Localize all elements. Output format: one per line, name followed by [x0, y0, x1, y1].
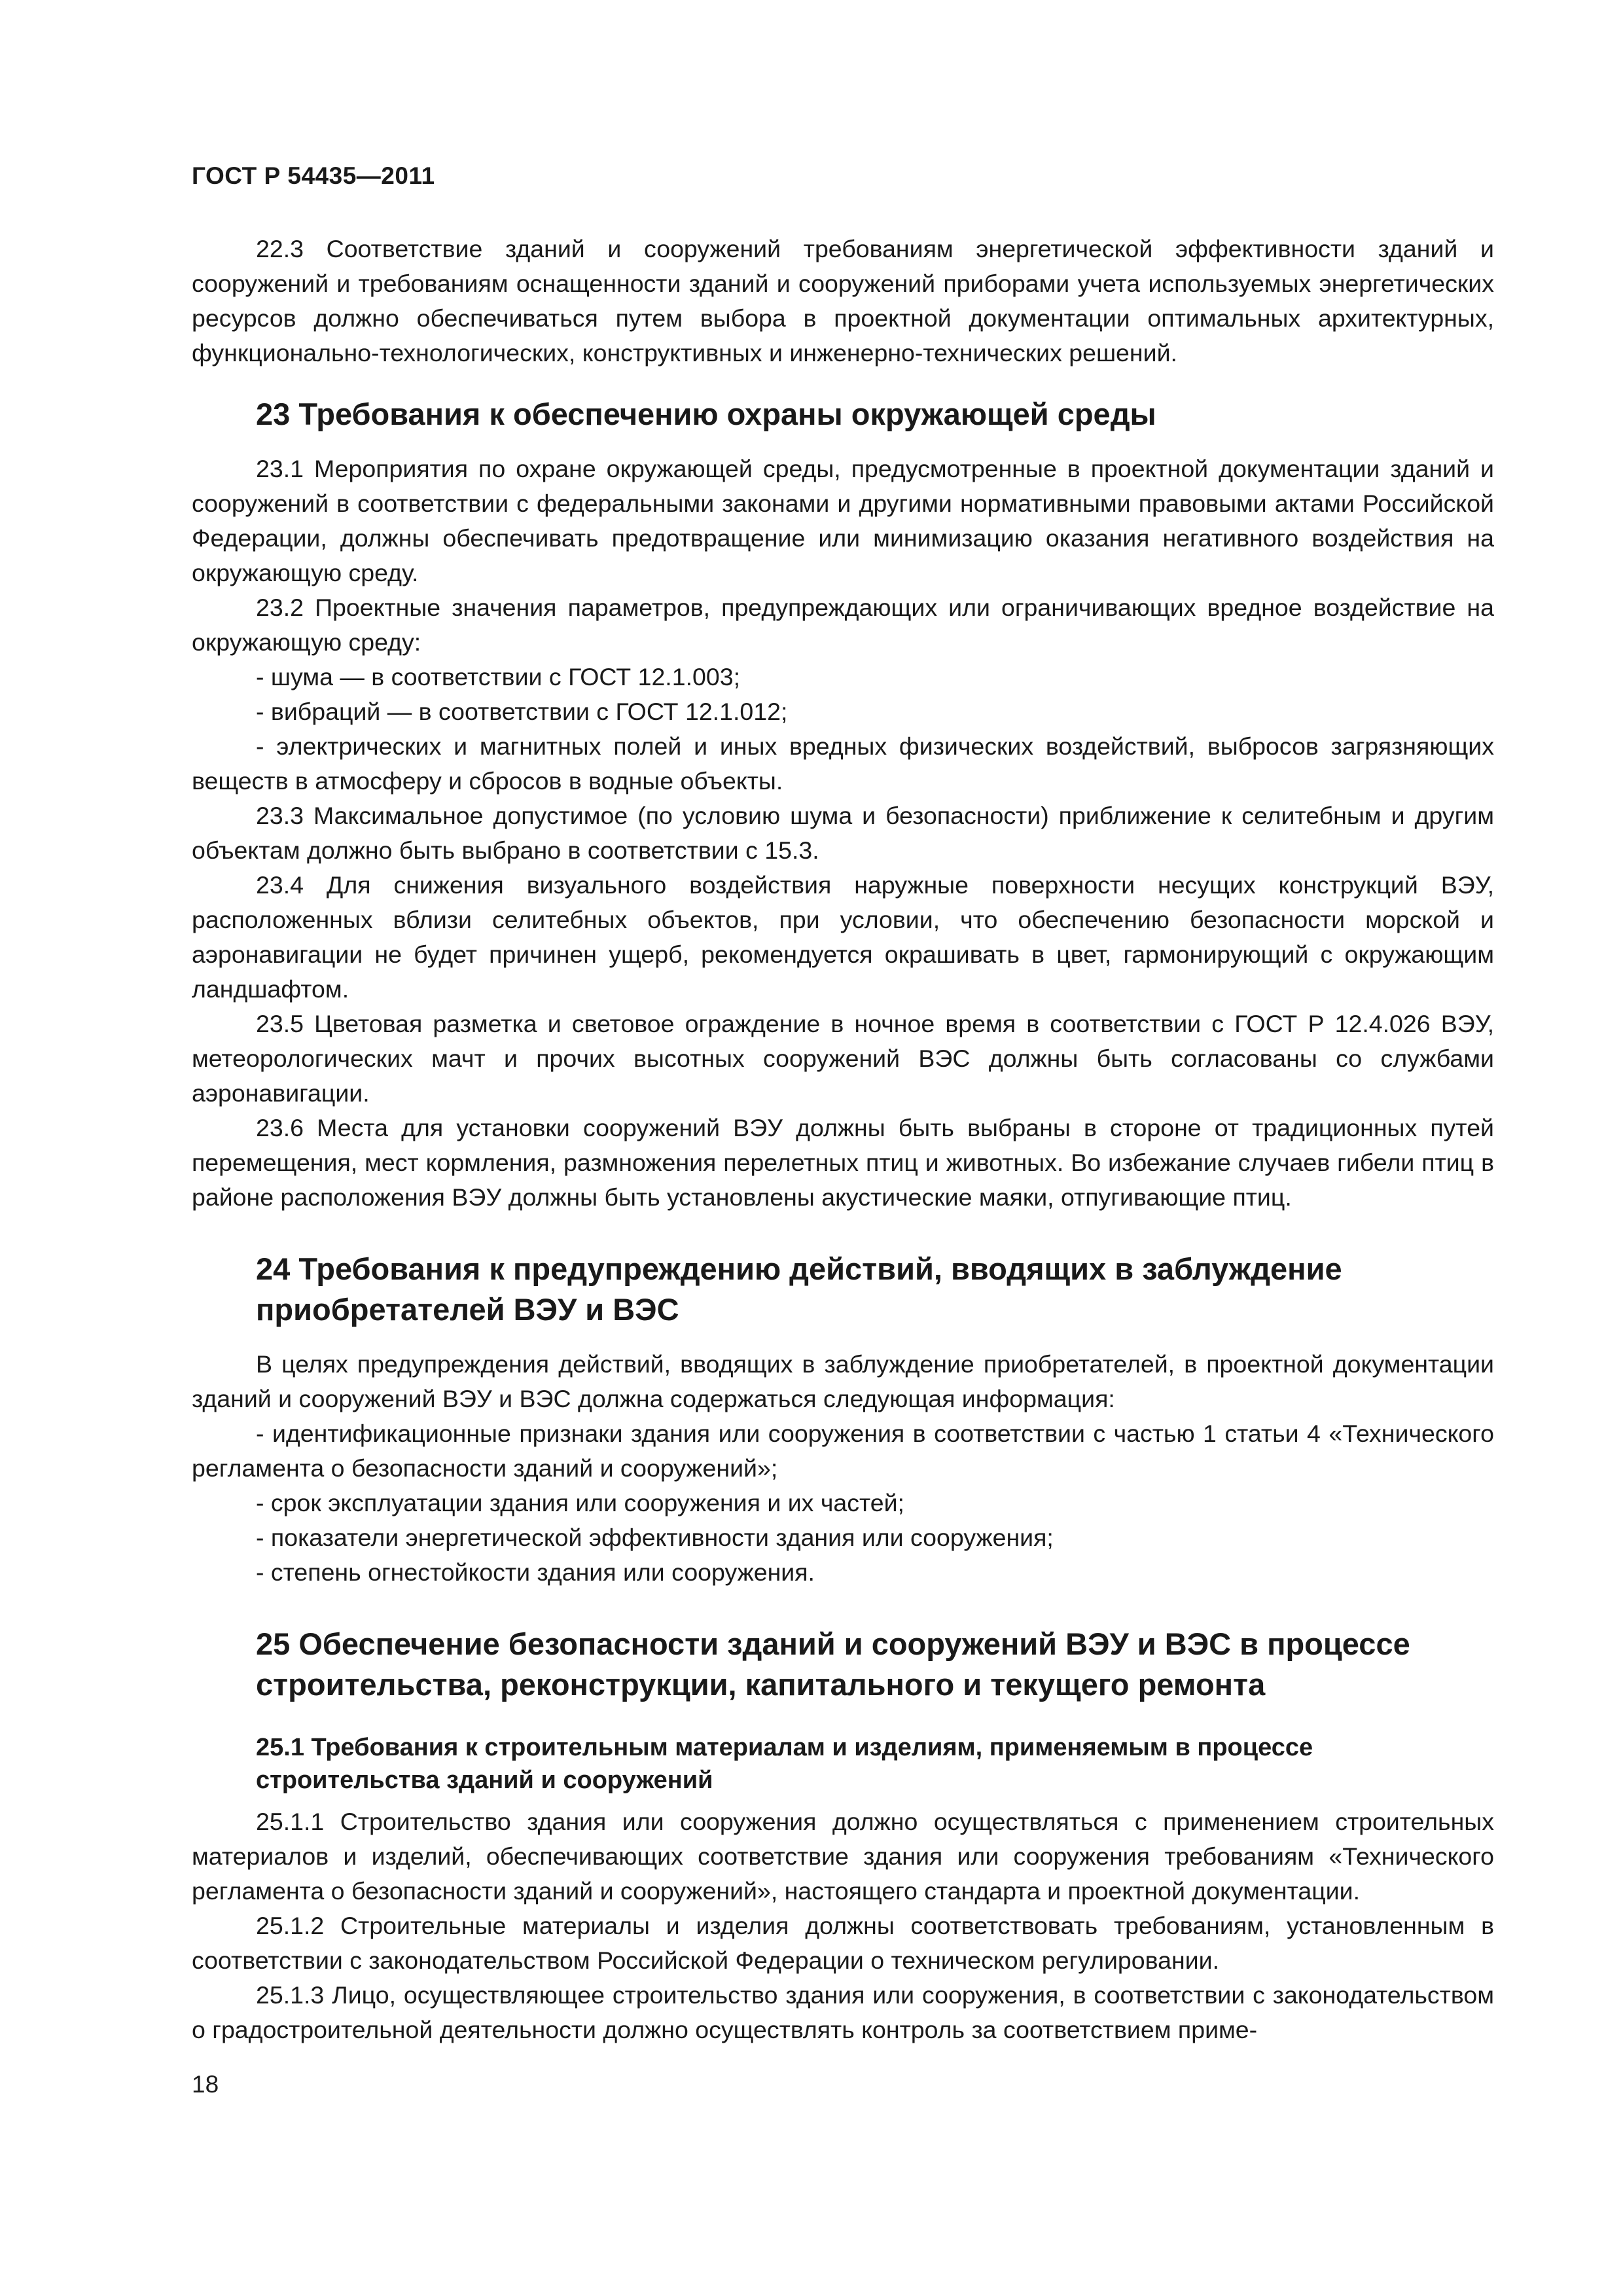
- paragraph-23-1: 23.1 Мероприятия по охране окружающей среды, предусмотренные в проектной документации зданий и сооружений в соответствии с федеральными законами и другими нормативными правовыми актами Российской Федерации, должны обеспечивать предотвращение или минимизацию оказания негативного воздействия на окружающую среду.: [192, 455, 1494, 586]
- page-number: 18: [192, 2071, 219, 2098]
- paragraph-23-4: 23.4 Для снижения визуального воздействия наружные поверхности несущих конструкций ВЭУ, расположенных вблизи селитебных объектов, при условии, что обеспечению безопасности морской и аэронавигации не будет причинен ущерб, рекомендуется окрашивать в цвет, гармонирующий с окружающим ландшафтом.: [192, 871, 1494, 1003]
- section-24-heading: 24 Требования к предупреждению действий, вводящих в заблуждение приобретателей ВЭУ и ВЭС: [256, 1251, 1342, 1327]
- list-item: - идентификационные признаки здания или сооружения в соответствии с частью 1 статьи 4 «Технического регламента о безопасности зданий и сооружений»;: [192, 1420, 1494, 1482]
- list-item: - срок эксплуатации здания или сооружения и их частей;: [256, 1489, 904, 1516]
- paragraph-23-3: 23.3 Максимальное допустимое (по условию шума и безопасности) приближение к селитебным и другим объектам должно быть выбрано в соответствии с 15.3.: [192, 802, 1494, 864]
- list-item: - электрических и магнитных полей и иных вредных физических воздействий, выбросов загрязняющих веществ в атмосферу и сбросов в водные объекты.: [192, 732, 1494, 795]
- list-item: - вибраций — в соответствии с ГОСТ 12.1.012;: [256, 698, 788, 725]
- list-item: - степень огнестойкости здания или сооружения.: [256, 1558, 815, 1586]
- paragraph-23-2: 23.2 Проектные значения параметров, предупреждающих или ограничивающих вредное воздействие на окружающую среду:: [192, 594, 1494, 656]
- paragraph-24: В целях предупреждения действий, вводящих в заблуждение приобретателей, в проектной документации зданий и сооружений ВЭУ и ВЭС должна содержаться следующая информация:: [192, 1350, 1494, 1412]
- document-body: [192, 232, 1494, 2047]
- list-item: - показатели энергетической эффективности здания или сооружения;: [256, 1524, 1054, 1551]
- paragraph-22-3: 22.3 Соответствие зданий и сооружений требованиям энергетической эффективности зданий и сооружений и требованиям оснащенности зданий и сооружений приборами учета используемых энергетических ресурсов должно обеспечиваться путем выбора в проектной документации оптимальных архитектурных, функционально-технологических, конструктивных и инженерно-технических решений.: [192, 235, 1494, 367]
- section-25-heading: 25 Обеспечение безопасности зданий и сооружений ВЭУ и ВЭС в процессе строительства, реконструкции, капитального и текущего ремонта: [256, 1626, 1410, 1702]
- paragraph-23-5: 23.5 Цветовая разметка и световое ограждение в ночное время в соответствии с ГОСТ Р 12.4.026 ВЭУ, метеорологических мачт и прочих высотных сооружений ВЭС должны быть согласованы со службами аэронавигации.: [192, 1010, 1494, 1107]
- section-23-heading: 23 Требования к обеспечению охраны окружающей среды: [256, 397, 1156, 431]
- paragraph-25-1-3: 25.1.3 Лицо, осуществляющее строительство здания или сооружения, в соответствии с законодательством о градостроительной деятельности должно осуществлять контроль за соответствием приме-: [192, 1981, 1494, 2043]
- document-header: ГОСТ Р 54435—2011: [192, 162, 435, 189]
- paragraph-25-1-1: 25.1.1 Строительство здания или сооружения должно осуществляться с применением строительных материалов и изделий, обеспечивающих соответствие здания или сооружения требованиям «Технического регламента о безопасности зданий и сооружений», настоящего стандарта и проектной документации.: [192, 1808, 1494, 1905]
- list-item: - шума — в соответствии с ГОСТ 12.1.003;: [256, 663, 740, 691]
- paragraph-23-6: 23.6 Места для установки сооружений ВЭУ должны быть выбраны в стороне от традиционных путей перемещения, мест кормления, размножения перелетных птиц и животных. Во избежание случаев гибели птиц в районе расположения ВЭУ должны быть установлены акустические маяки, отпугивающие птиц.: [192, 1114, 1494, 1211]
- paragraph-25-1-2: 25.1.2 Строительные материалы и изделия должны соответствовать требованиям, установленным в соответствии с законодательством Российской Федерации о техническом регулировании.: [192, 1912, 1494, 1974]
- subsection-25-1-heading: 25.1 Требования к строительным материалам и изделиям, применяемым в процессе строительства зданий и сооружений: [256, 1734, 1313, 1794]
